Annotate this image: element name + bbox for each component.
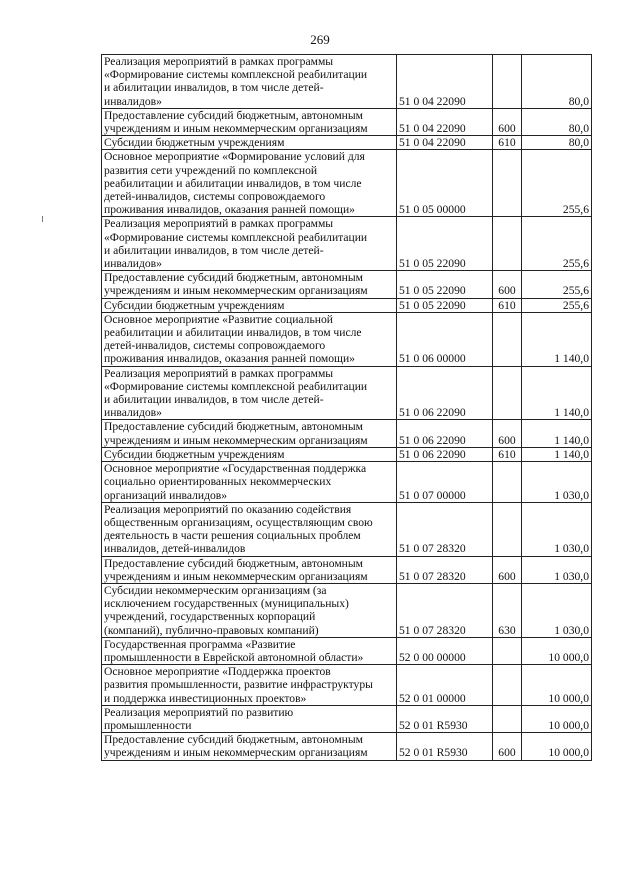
row-expense-type-cell [493, 502, 522, 556]
row-amount-cell: 1 030,0 [522, 556, 592, 583]
row-code-cell: 51 0 05 22090 [397, 298, 493, 312]
row-code-cell: 52 0 01 R5930 [397, 733, 493, 760]
row-amount-cell: 1 030,0 [522, 502, 592, 556]
row-amount-cell: 1 140,0 [522, 420, 592, 447]
row-expense-type-cell [493, 665, 522, 706]
row-code-cell: 51 0 05 00000 [397, 150, 493, 217]
row-code-cell: 51 0 06 22090 [397, 420, 493, 447]
row-expense-type-cell [493, 217, 522, 271]
row-amount-cell: 1 140,0 [522, 312, 592, 366]
table-row [102, 733, 592, 760]
table-row [102, 556, 592, 583]
row-expense-type-cell: 630 [493, 583, 522, 637]
row-amount-cell: 10 000,0 [522, 637, 592, 664]
row-expense-type-cell: 600 [493, 733, 522, 760]
row-code-cell: 51 0 06 00000 [397, 312, 493, 366]
row-name-cell: Реализация мероприятий в рамках программы «Формирование системы комплексной реабилитации и абилитации инвалидов, в том числе детей- инвалидов» [102, 366, 397, 420]
row-expense-type-cell: 610 [493, 136, 522, 150]
row-code-cell: 52 0 00 00000 [397, 637, 493, 664]
table-row [102, 366, 592, 420]
row-name-cell: Основное мероприятие «Формирование условий для развития сети учреждений по комплексной реабилитации и абилитации инвалидов, в том числе детей-инвалидов, системы сопровождаемого проживания инвалидов, оказания ранней помощи» [102, 150, 397, 217]
row-expense-type-cell: 600 [493, 420, 522, 447]
table-row [102, 136, 592, 150]
row-amount-cell: 255,6 [522, 150, 592, 217]
row-code-cell: 51 0 04 22090 [397, 108, 493, 135]
table-row [102, 150, 592, 217]
row-name-cell: Основное мероприятие «Развитие социальной реабилитации и абилитации инвалидов, в том числе детей-инвалидов, системы сопровождаемого проживания инвалидов, оказания ранней помощи» [102, 312, 397, 366]
row-code-cell: 52 0 01 00000 [397, 665, 493, 706]
row-amount-cell: 80,0 [522, 108, 592, 135]
row-amount-cell: 80,0 [522, 136, 592, 150]
row-code-cell: 51 0 05 22090 [397, 271, 493, 298]
row-code-cell: 51 0 04 22090 [397, 55, 493, 109]
row-name-cell: Субсидии бюджетным учреждениям [102, 136, 397, 150]
row-expense-type-cell: 600 [493, 556, 522, 583]
row-name-cell: Реализация мероприятий в рамках программы «Формирование системы комплексной реабилитации и абилитации инвалидов, в том числе детей- инвалидов» [102, 55, 397, 109]
table-row [102, 217, 592, 271]
table-row [102, 108, 592, 135]
row-code-cell: 51 0 07 28320 [397, 556, 493, 583]
row-expense-type-cell [493, 150, 522, 217]
row-name-cell: Предоставление субсидий бюджетным, автономным учреждениям и иным некоммерческим организациям [102, 108, 397, 135]
row-amount-cell: 10 000,0 [522, 665, 592, 706]
row-amount-cell: 255,6 [522, 217, 592, 271]
row-name-cell: Основное мероприятие «Государственная поддержка социально ориентированных некоммерческих организаций инвалидов» [102, 462, 397, 503]
table-row [102, 462, 592, 503]
margin-mark [42, 216, 43, 222]
row-code-cell: 51 0 05 22090 [397, 217, 493, 271]
row-amount-cell: 1 140,0 [522, 366, 592, 420]
row-amount-cell: 1 030,0 [522, 462, 592, 503]
row-name-cell: Государственная программа «Развитие промышленности в Еврейской автономной области» [102, 637, 397, 664]
row-name-cell: Реализация мероприятий в рамках программы «Формирование системы комплексной реабилитации и абилитации инвалидов, в том числе детей- инвалидов» [102, 217, 397, 271]
row-expense-type-cell [493, 55, 522, 109]
row-expense-type-cell [493, 462, 522, 503]
row-expense-type-cell: 610 [493, 298, 522, 312]
row-name-cell: Реализация мероприятий по оказанию содействия общественным организациям, осуществляющим свою деятельность в части решения социальных проблем инвалидов, детей-инвалидов [102, 502, 397, 556]
row-name-cell: Субсидии некоммерческим организациям (за исключением государственных (муниципальных) учреждений, государственных корпораций (компаний), публично-правовых компаний) [102, 583, 397, 637]
row-amount-cell: 255,6 [522, 271, 592, 298]
table-row [102, 298, 592, 312]
row-amount-cell: 80,0 [522, 55, 592, 109]
row-amount-cell: 1 140,0 [522, 447, 592, 461]
row-amount-cell: 10 000,0 [522, 733, 592, 760]
table-row [102, 312, 592, 366]
row-expense-type-cell [493, 312, 522, 366]
page-number: 269 [310, 32, 330, 47]
row-code-cell: 51 0 07 28320 [397, 583, 493, 637]
row-name-cell: Субсидии бюджетным учреждениям [102, 298, 397, 312]
row-name-cell: Основное мероприятие «Поддержка проектов развития промышленности, развитие инфраструктуры и поддержка инвестиционных проектов» [102, 665, 397, 706]
row-code-cell: 51 0 06 22090 [397, 447, 493, 461]
row-expense-type-cell [493, 705, 522, 732]
row-expense-type-cell [493, 366, 522, 420]
row-expense-type-cell: 610 [493, 447, 522, 461]
table-row [102, 447, 592, 461]
row-name-cell: Предоставление субсидий бюджетным, автономным учреждениям и иным некоммерческим организациям [102, 556, 397, 583]
table-row [102, 637, 592, 664]
budget-table [101, 54, 592, 761]
table-row [102, 420, 592, 447]
row-expense-type-cell [493, 637, 522, 664]
row-name-cell: Предоставление субсидий бюджетным, автономным учреждениям и иным некоммерческим организациям [102, 733, 397, 760]
row-amount-cell: 1 030,0 [522, 583, 592, 637]
table-row [102, 583, 592, 637]
row-code-cell: 52 0 01 R5930 [397, 705, 493, 732]
row-name-cell: Реализация мероприятий по развитию промышленности [102, 705, 397, 732]
row-code-cell: 51 0 06 22090 [397, 366, 493, 420]
row-expense-type-cell: 600 [493, 271, 522, 298]
row-name-cell: Предоставление субсидий бюджетным, автономным учреждениям и иным некоммерческим организациям [102, 420, 397, 447]
table-row [102, 271, 592, 298]
budget-table-body [102, 55, 592, 761]
row-code-cell: 51 0 07 00000 [397, 462, 493, 503]
table-row [102, 665, 592, 706]
row-amount-cell: 10 000,0 [522, 705, 592, 732]
row-code-cell: 51 0 04 22090 [397, 136, 493, 150]
row-name-cell: Предоставление субсидий бюджетным, автономным учреждениям и иным некоммерческим организациям [102, 271, 397, 298]
row-name-cell: Субсидии бюджетным учреждениям [102, 447, 397, 461]
row-expense-type-cell: 600 [493, 108, 522, 135]
table-row [102, 55, 592, 109]
row-code-cell: 51 0 07 28320 [397, 502, 493, 556]
row-amount-cell: 255,6 [522, 298, 592, 312]
table-row [102, 502, 592, 556]
table-row [102, 705, 592, 732]
